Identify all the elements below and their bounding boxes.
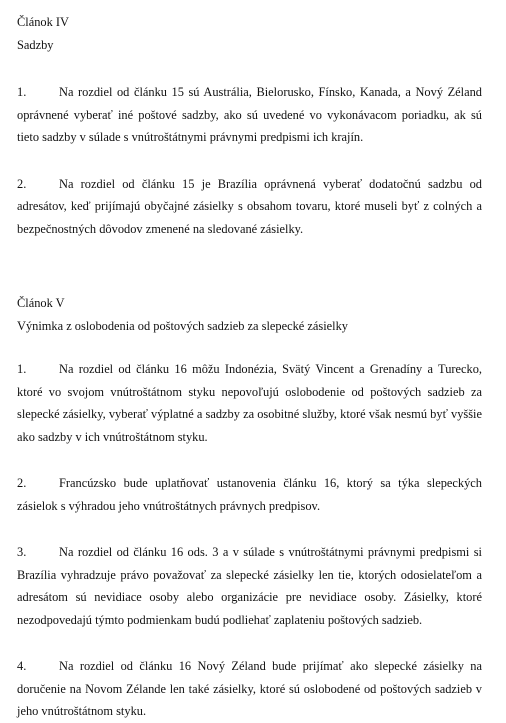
paragraph-text: Na rozdiel od článku 15 je Brazília oprávnená vyberať dodatočnú sadzbu od adresátov, keď prijímajú obyčajné zásielky s obsahom tovaru, ktoré museli byť z colných a bezpečnostných dôvodov zmenené na sledované zásielky.: [17, 176, 482, 236]
article-iv-paragraph-1: [17, 81, 482, 149]
article-v-title: Článok V: [17, 296, 65, 310]
paragraph-number: 2.: [17, 476, 27, 490]
paragraph-number: 1.: [17, 362, 27, 376]
article-v-paragraph-1: [17, 358, 482, 448]
article-v-paragraph-3: [17, 541, 482, 631]
article-v-paragraph-2: [17, 472, 482, 517]
article-v-paragraph-4: [17, 655, 482, 723]
paragraph-text: Na rozdiel od článku 16 Nový Zéland bude prijímať ako slepecké zásielky na doručenie na Novom Zélande len také zásielky, ktoré sú oslobodené od poštových sadzieb v jeho vnútroštátnom styku.: [17, 659, 482, 718]
article-v-heading: [17, 295, 482, 334]
article-v-subtitle: Výnimka z oslobodenia od poštových sadzieb za slepecké zásielky: [17, 319, 349, 333]
document-page: [17, 14, 482, 723]
article-iv: [17, 14, 482, 240]
article-iv-heading: [17, 14, 482, 53]
article-v: [17, 295, 482, 723]
paragraph-number: 2.: [17, 176, 27, 191]
paragraph-number: 3.: [17, 545, 27, 559]
article-iv-subtitle: Sadzby: [17, 38, 54, 52]
paragraph-text: Na rozdiel od článku 16 ods. 3 a v súlade s vnútroštátnymi právnymi predpismi si Brazília vyhradzuje právo považovať za slepecké zásielky len tie, ktorých odosielateľom a adresátom sú nevidiace osoby alebo organizácie pre nevidiace osoby. Zásielky, ktoré nezodpovedajú týmto podmienkam budú podliehať zaplateniu poštových sadzieb.: [17, 545, 482, 627]
paragraph-number: 1.: [17, 85, 27, 99]
paragraph-text: Na rozdiel od článku 16 môžu Indonézia, Svätý Vincent a Grenadíny a Turecko, ktoré vo svojom vnútroštátnom styku nepovoľujú oslobodenie od poštových sadzieb za slepecké zásielky, vyberať výplatné a sadzby za osobitné služby, ktoré však nesmú byť vyššie ako sadzby v ich vnútroštátnom styku.: [17, 362, 482, 444]
paragraph-text: Na rozdiel od článku 15 sú Austrália, Bielorusko, Fínsko, Kanada, a Nový Zéland oprávnené vyberať iné poštové sadzby, ako sú uvedené vo vykonávacom poriadku, ak sú tieto sadzby v súlade s vnútroštátnymi právnymi predpismi ich krajín.: [17, 85, 482, 144]
paragraph-number: 4.: [17, 659, 27, 673]
paragraph-text: Francúzsko bude uplatňovať ustanovenia článku 16, ktorý sa týka slepeckých zásielok s výhradou jeho vnútroštátnych právnych predpisov.: [17, 476, 482, 513]
article-iv-title: Článok IV: [17, 15, 69, 29]
article-iv-paragraph-2: [17, 173, 482, 241]
